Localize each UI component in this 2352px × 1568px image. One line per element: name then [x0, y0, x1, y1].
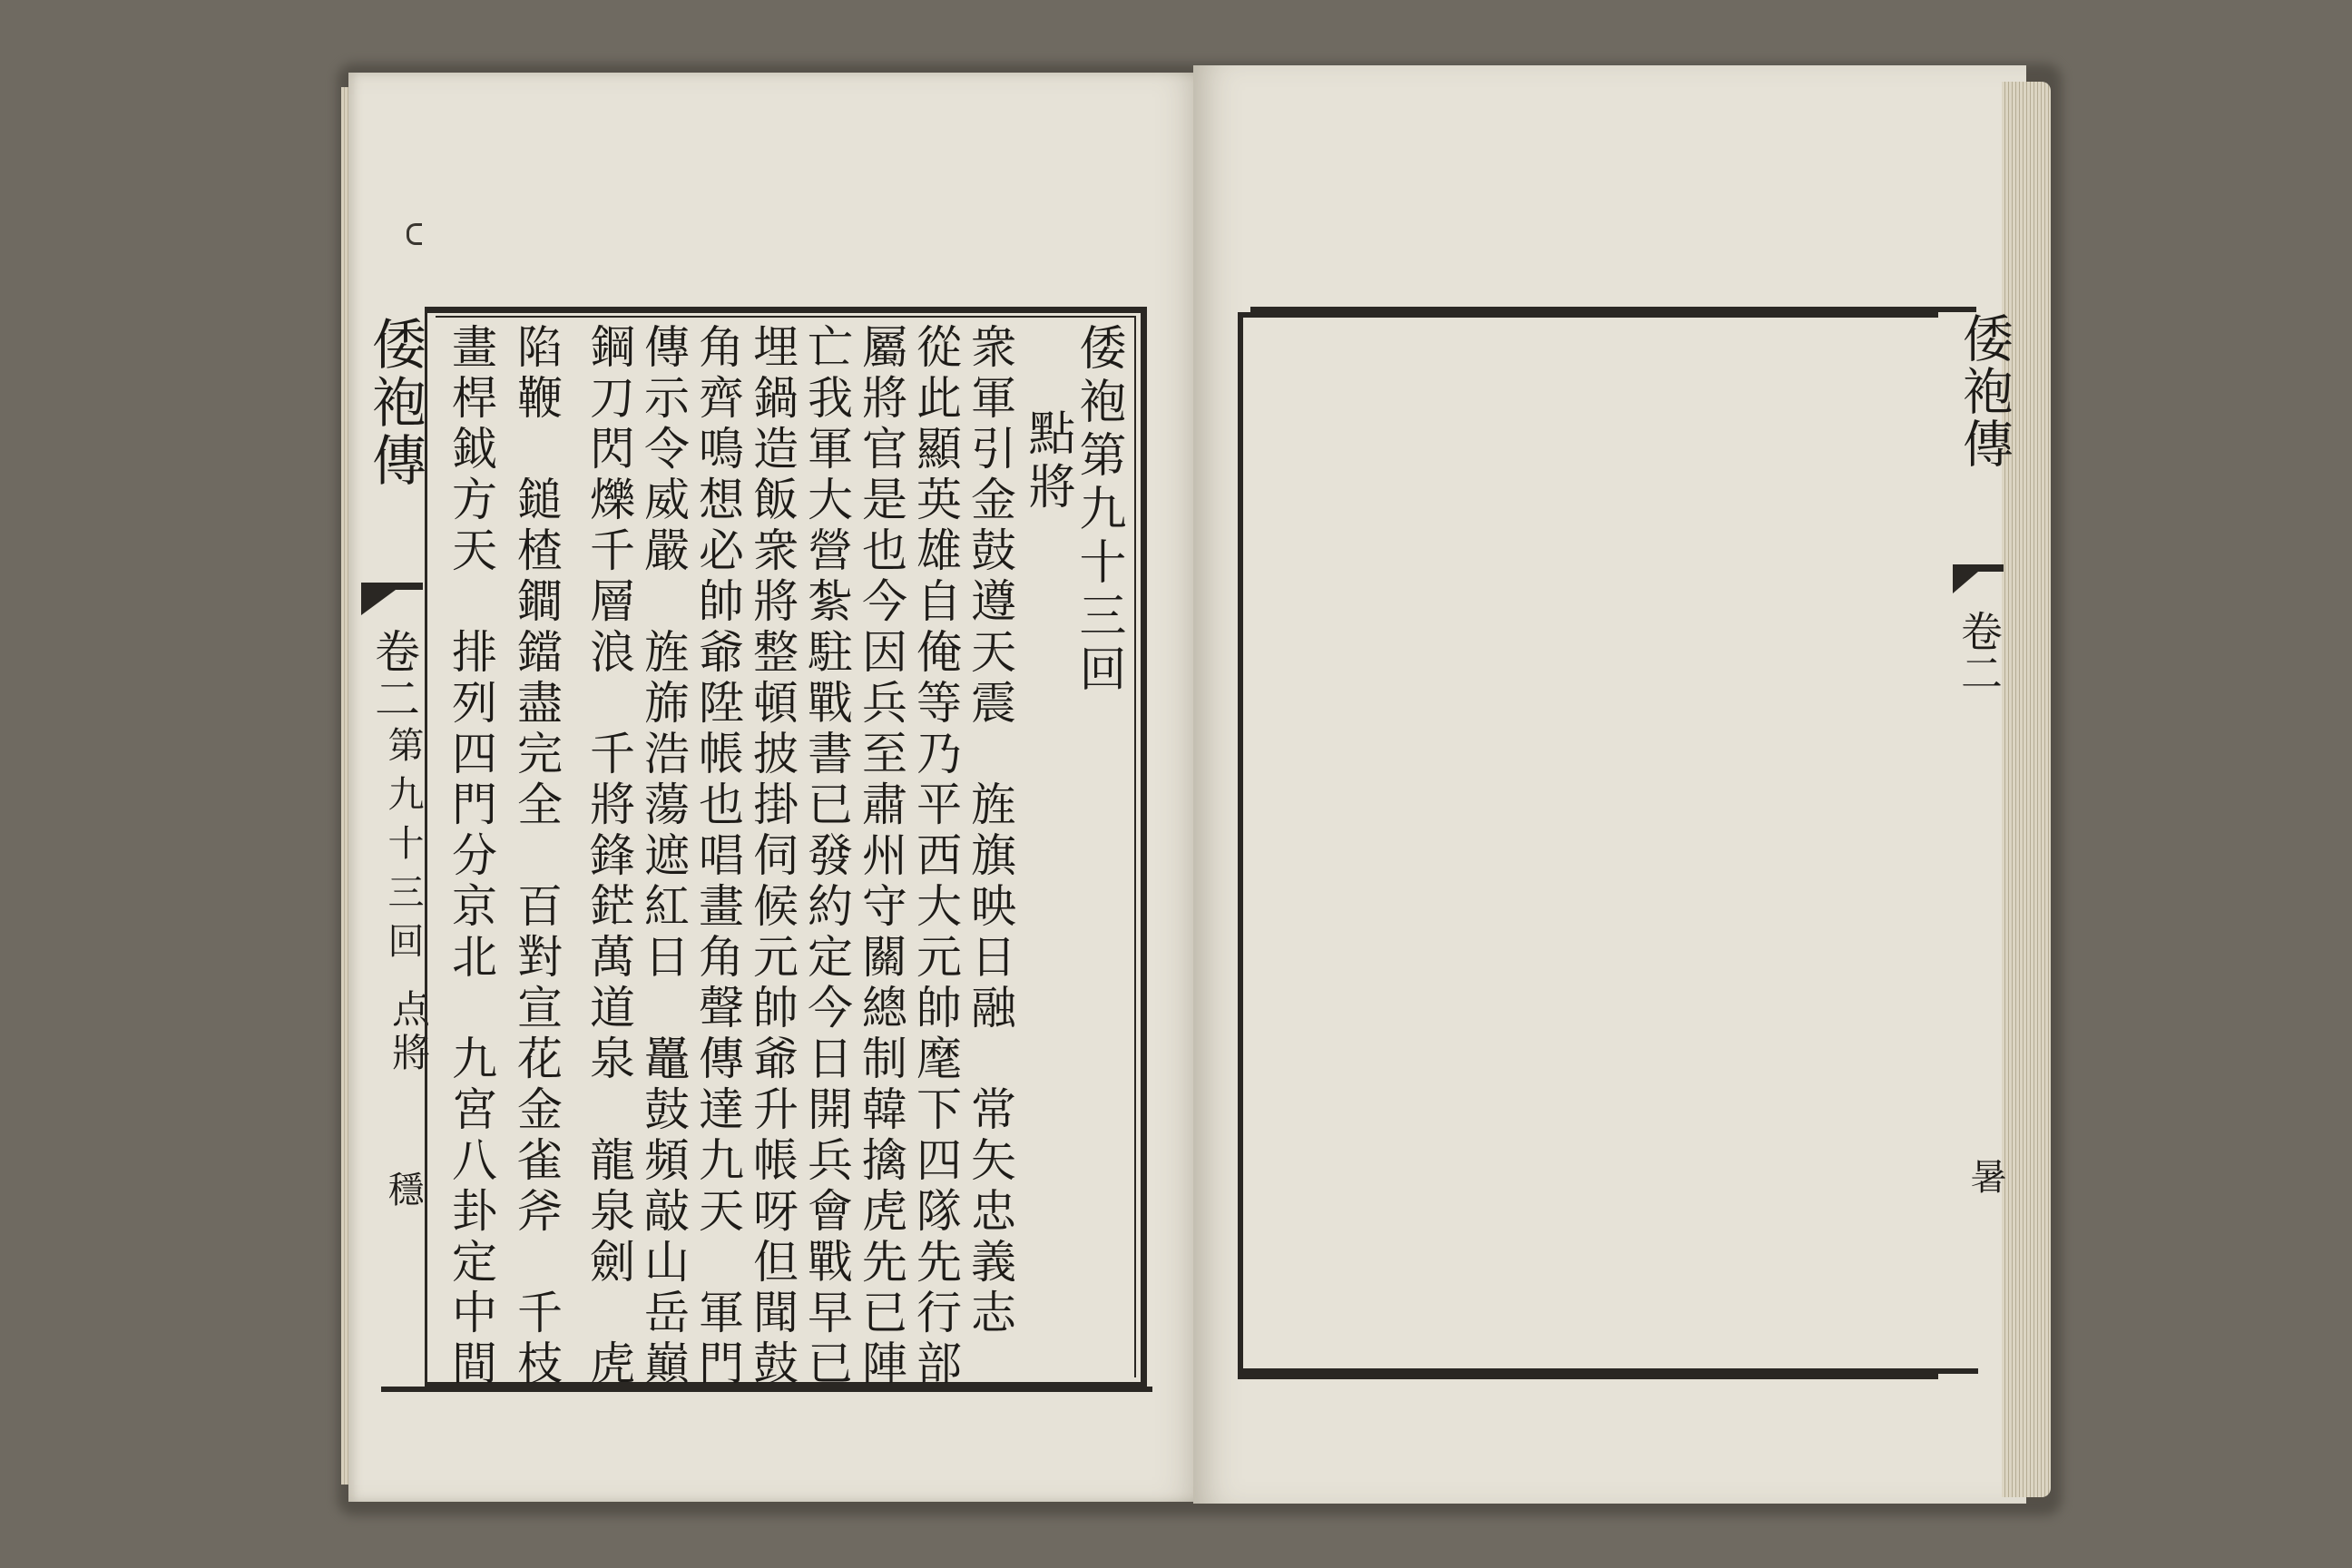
right-margin-volume: 卷二	[1955, 610, 2004, 693]
right-margin-title: 倭袍傳	[1955, 312, 2014, 470]
text-column-11: 陷鞭 鎚楂鐧鐺盡完全 百對宣花金雀斧 千枝	[510, 323, 563, 1390]
text-column-12: 畫桿鉞方天 排列四門分京北 九宮八卦定中間	[445, 323, 497, 1390]
text-column-8: 角齊鳴想必帥爺陞帳也唱畫角聲傳達九天 軍門	[691, 323, 744, 1390]
right-bottom-rule	[1241, 1368, 1978, 1374]
text-column-2: 點將	[1020, 408, 1074, 515]
text-column-5: 屬將官是也今因兵至肅州守關總制韓擒虎先已陣	[855, 323, 907, 1390]
margin-chapter: 第九十三回	[382, 726, 424, 971]
right-margin-footer: 暑	[1965, 1158, 2006, 1194]
right-fishtail-mark	[1951, 563, 2005, 595]
text-column-7: 埋鍋造飯衆將整頓披掛伺候元帥爺升帳呀但聞鼓	[746, 323, 799, 1390]
right-page-edges	[2002, 82, 2051, 1497]
text-column-10: 鋼刀閃爍千層浪 千將鋒鋩萬道泉 龍泉劍 虎	[583, 323, 635, 1390]
fishtail-mark	[359, 581, 425, 617]
margin-subtitle: 点將	[387, 989, 431, 1076]
ink-mark	[407, 223, 422, 245]
text-column-6: 亡我軍大營紮駐戰書已發約定今日開兵會戰早已	[800, 323, 853, 1390]
right-frame	[1238, 312, 1938, 1379]
text-column-4: 從此顯英雄自俺等乃平西大元帥麾下四隊先行部	[909, 323, 962, 1390]
margin-volume: 卷二	[368, 628, 420, 722]
text-column-9: 傳示令威嚴 旌旆浩蕩遮紅日 鼉鼓頻敲山岳巔	[637, 323, 690, 1390]
margin-title: 倭袍傳	[363, 316, 426, 490]
margin-footer: 穩	[382, 1171, 424, 1207]
text-column-1: 倭袍第九十三回	[1071, 323, 1125, 698]
text-column-3: 衆軍引金鼓遵天震 旌旗映日融 常矢忠義志	[964, 323, 1016, 1339]
